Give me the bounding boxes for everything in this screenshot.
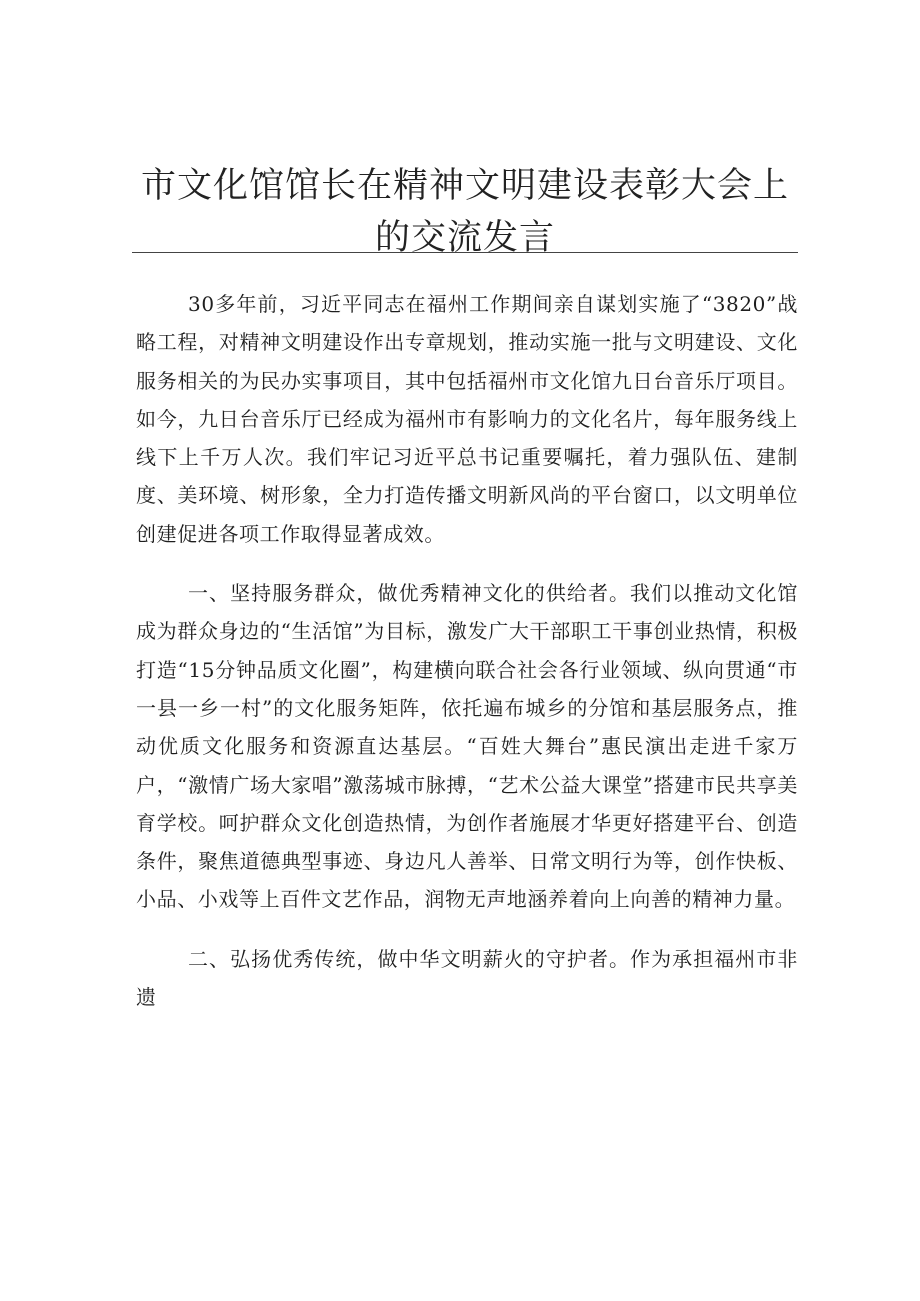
paragraph-intro: 30多年前，习近平同志在福州工作期间亲自谋划实施了“3820”战略工程，对精神文明建设作出专章规划，推动实施一批与文明建设、文化服务相关的为民办实事项目，其中包括福州市文化馆九日台音乐厅项目。如今，九日台音乐厅已经成为福州市有影响力的文化名片，每年服务线上线下上千万人次。我们牢记习近平总书记重要嘱托，着力强队伍、建制度、美环境、树形象，全力打造传播文明新风尚的平台窗口，以文明单位创建促进各项工作取得显著成效。: [136, 292, 798, 546]
title-divider: [132, 252, 798, 253]
document-title: 市文化馆馆长在精神文明建设表彰大会上的交流发言: [140, 166, 789, 258]
paragraph-section-two: 二、弘扬优秀传统，做中华文明薪火的守护者。作为承担福州市非遗: [136, 946, 798, 1010]
paragraph-section-one: 一、坚持服务群众，做优秀精神文化的供给者。我们以推动文化馆成为群众身边的“生活馆”为目标，激发广大干部职工干事创业热情，积极打造“15分钟品质文化圈”，构建横向联合社会各行业领域、纵向贯通“市一县一乡一村”的文化服务矩阵，依托遍布城乡的分馆和基层服务点，推动优质文化服务和资源直达基层。“百姓大舞台”惠民演出走进千家万户，“激情广场大家唱”激荡城市脉搏，“艺术公益大课堂”搭建市民共享美育学校。呵护群众文化创造热情，为创作者施展才华更好搭建平台、创造条件，聚焦道德典型事迹、身边凡人善举、日常文明行为等，创作快板、小品、小戏等上百件文艺作品，润物无声地涵养着向上向善的精神力量。: [136, 581, 798, 912]
document-body: [136, 285, 798, 1037]
